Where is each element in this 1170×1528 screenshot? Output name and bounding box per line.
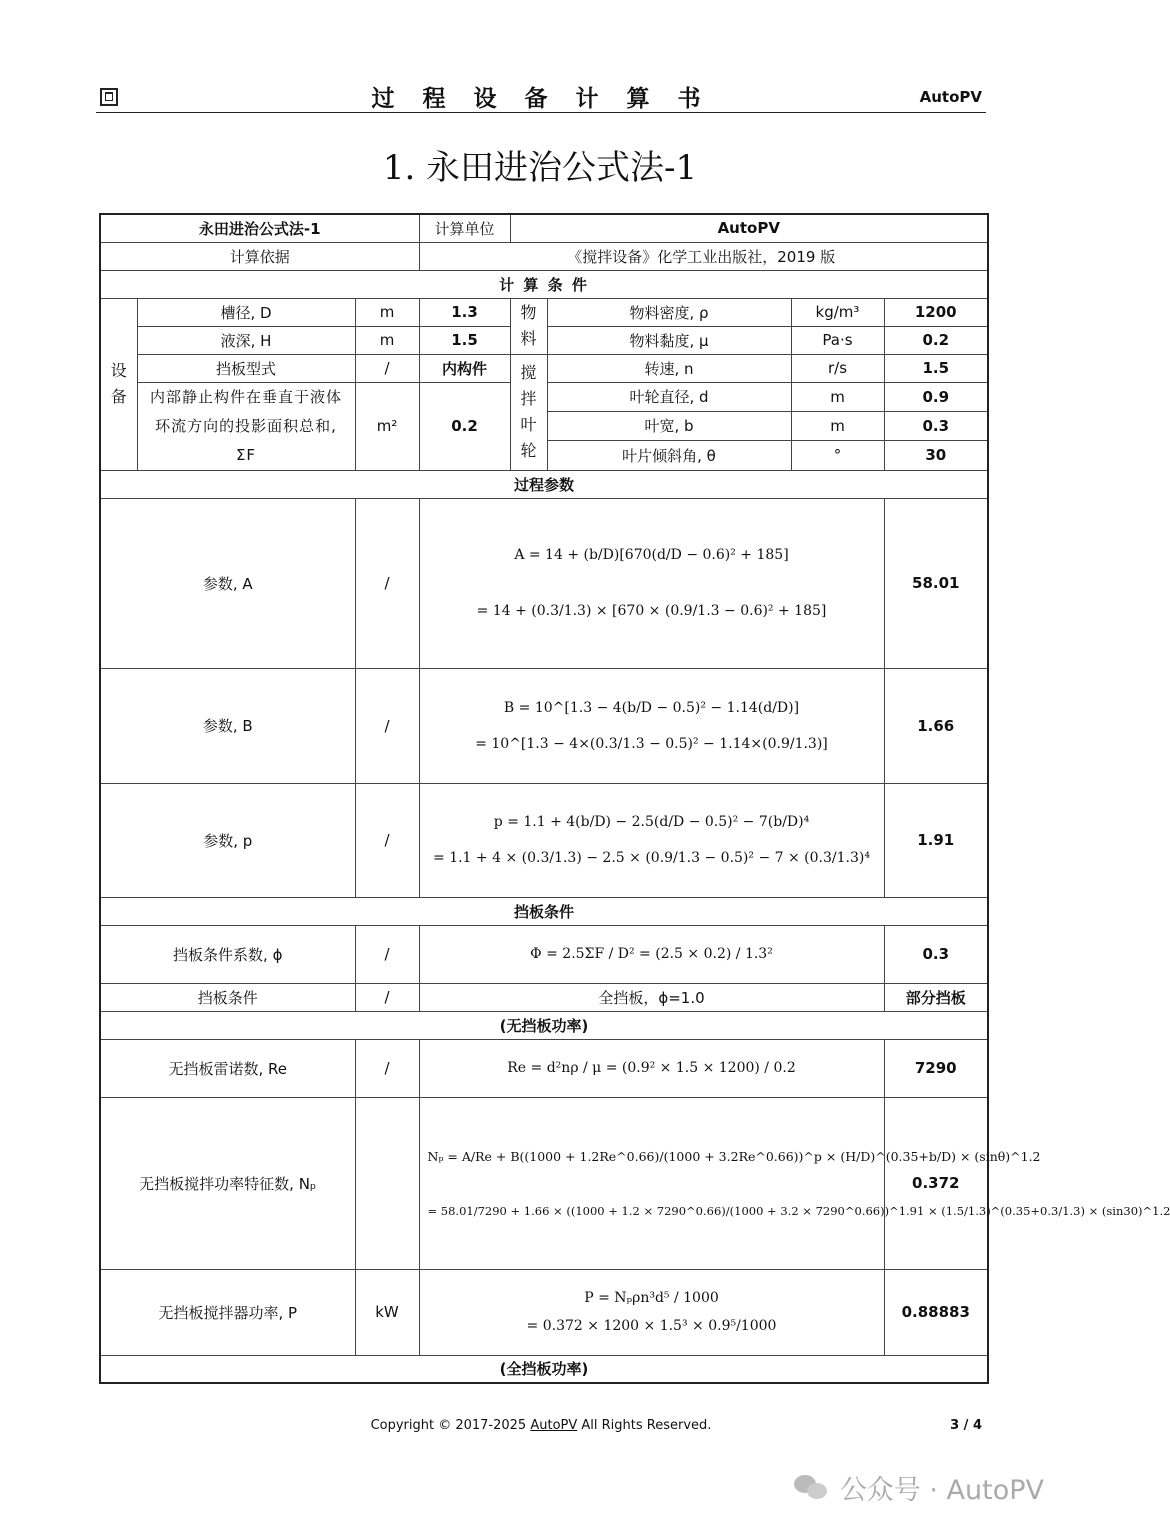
equip-h-unit: m (355, 326, 419, 354)
imp-d-value: 0.9 (884, 382, 988, 411)
equip-f-name: 内部静止构件在垂直于液体环流方向的投影面积总和, ΣF (137, 382, 355, 470)
header-brand: AutoPV (919, 88, 982, 106)
mat-mu-name: 物料黏度, μ (547, 326, 791, 354)
param-b-value: 1.66 (884, 668, 988, 783)
material-group (510, 298, 547, 354)
mat-mu-unit: Pa·s (791, 326, 884, 354)
process-title: 过程参数 (100, 470, 988, 498)
param-p-value: 1.91 (884, 783, 988, 897)
wechat-icon (794, 1475, 830, 1501)
equip-d-value: 1.3 (419, 298, 510, 326)
mat-rho-unit: kg/m³ (791, 298, 884, 326)
no-baffle-title: (无挡板功率) (100, 1011, 988, 1039)
imp-b-name: 叶宽, b (547, 411, 791, 440)
equip-d-name: 槽径, D (137, 298, 355, 326)
power-formula-line1: P = Nₚρn³d⁵ / 1000 (584, 1290, 719, 1306)
np-formula-line1: Nₚ = A/Re + B((1000 + 1.2Re^0.66)/(1000 + 3.2Re^0.66))^p × (H/D)^(0.35+b/D) × (sinθ)^1.2 (427, 1148, 1041, 1164)
baffle-cond-unit: / (355, 983, 419, 1011)
copyright (96, 1418, 986, 1433)
conditions-title: 计 算 条 件 (100, 270, 988, 298)
param-b-formula (419, 668, 884, 783)
basis-label: 计算依据 (100, 242, 419, 270)
np-name: 无挡板搅拌功率特征数, Nₚ (100, 1097, 355, 1269)
table-row (100, 270, 988, 298)
mat-rho-name: 物料密度, ρ (547, 298, 791, 326)
power-formula-line2: = 0.372 × 1200 × 1.5³ × 0.9⁵/1000 (526, 1318, 777, 1334)
table-row (100, 498, 988, 668)
table-row (100, 897, 988, 925)
imp-n-name: 转速, n (547, 354, 791, 382)
watermark-text: 公众号 · AutoPV (839, 1475, 1044, 1506)
table-name: 永田进治公式法-1 (100, 214, 419, 242)
baffle-cond-formula: 全挡板，ϕ=1.0 (419, 983, 884, 1011)
imp-d-unit: m (791, 382, 884, 411)
param-a-value: 58.01 (884, 498, 988, 668)
param-b-formula-line1: B = 10^[1.3 − 4(b/D − 0.5)² − 1.14(d/D)] (503, 699, 800, 716)
table-row (100, 298, 988, 326)
equip-h-value: 1.5 (419, 326, 510, 354)
copyright-prefix: Copyright © 2017-2025 (370, 1418, 531, 1433)
re-value: 7290 (884, 1039, 988, 1097)
unit-value: AutoPV (510, 214, 988, 242)
re-formula: Re = d²nρ / μ = (0.9² × 1.5 × 1200) / 0.2 (419, 1039, 884, 1097)
table-row (100, 1355, 988, 1383)
imp-theta-value: 30 (884, 441, 988, 470)
material-group-label: 物料 (520, 303, 537, 348)
re-name: 无挡板雷诺数, Re (100, 1039, 355, 1097)
param-p-formula (419, 783, 884, 897)
impeller-group-label: 搅拌叶轮 (520, 363, 537, 460)
table-row (100, 1097, 988, 1269)
equip-baffle-name: 挡板型式 (137, 354, 355, 382)
unit-label: 计算单位 (419, 214, 510, 242)
baffle-cond-value: 部分挡板 (884, 983, 988, 1011)
mat-mu-value: 0.2 (884, 326, 988, 354)
page-header (96, 78, 986, 113)
table-row (100, 1039, 988, 1097)
baffle-coef-formula: Φ = 2.5ΣF / D² = (2.5 × 0.2) / 1.3² (419, 925, 884, 983)
watermark (794, 1468, 1044, 1507)
param-p-name: 参数, p (100, 783, 355, 897)
imp-b-value: 0.3 (884, 411, 988, 440)
imp-b-unit: m (791, 411, 884, 440)
table-row (100, 242, 988, 270)
copyright-suffix: All Rights Reserved. (577, 1418, 712, 1433)
np-unit (355, 1097, 419, 1269)
imp-n-value: 1.5 (884, 354, 988, 382)
table-row (100, 1269, 988, 1355)
np-formula-line2: = 58.01/7290 + 1.66 × ((1000 + 1.2 × 7290^0.66)/(1000 + 3.2 × 7290^0.66))^1.91 × (1.5/1.3)^(0.35+0.3/1.3) × (sin30)^1.2 (427, 1203, 1170, 1218)
table-row (100, 783, 988, 897)
equip-d-unit: m (355, 298, 419, 326)
re-unit: / (355, 1039, 419, 1097)
baffle-coef-value: 0.3 (884, 925, 988, 983)
baffle-coef-unit: / (355, 925, 419, 983)
param-a-unit: / (355, 498, 419, 668)
power-name: 无挡板搅拌器功率, P (100, 1269, 355, 1355)
power-formula (419, 1269, 884, 1355)
table-row (100, 214, 988, 242)
table-row (100, 470, 988, 498)
table-row (100, 668, 988, 783)
param-a-formula-line2: = 14 + (0.3/1.3) × [670 × (0.9/1.3 − 0.6)² + 185] (476, 603, 827, 619)
param-a-formula (419, 498, 884, 668)
calculation-table (99, 213, 1170, 1384)
equipment-group-label: 设备 (110, 361, 127, 406)
table-row (100, 925, 988, 983)
table-row (100, 1011, 988, 1039)
table-row (100, 354, 988, 382)
document-title: 1. 永田进治公式法-1 (382, 148, 698, 188)
impeller-group (510, 354, 547, 470)
param-b-unit: / (355, 668, 419, 783)
param-b-name: 参数, B (100, 668, 355, 783)
param-p-unit: / (355, 783, 419, 897)
full-baffle-title: (全挡板功率) (100, 1355, 988, 1383)
imp-d-name: 叶轮直径, d (547, 382, 791, 411)
imp-theta-unit: ° (791, 441, 884, 470)
equipment-group (100, 298, 137, 470)
page-number: 3 / 4 (950, 1418, 982, 1433)
param-p-formula-line1: p = 1.1 + 4(b/D) − 2.5(d/D − 0.5)² − 7(b/D)⁴ (493, 814, 810, 830)
imp-n-unit: r/s (791, 354, 884, 382)
equip-f-value: 0.2 (419, 382, 510, 470)
param-a-formula-line1: A = 14 + (b/D)[670(d/D − 0.6)² + 185] (514, 547, 789, 563)
equip-baffle-value: 内构件 (419, 354, 510, 382)
copyright-link[interactable]: AutoPV (530, 1418, 578, 1433)
mat-rho-value: 1200 (884, 298, 988, 326)
equip-baffle-unit: / (355, 354, 419, 382)
param-a-name: 参数, A (100, 498, 355, 668)
table-row (100, 983, 988, 1011)
baffle-coef-name: 挡板条件系数, ϕ (100, 925, 355, 983)
equip-f-unit: m² (355, 382, 419, 470)
imp-theta-name: 叶片倾斜角, θ (547, 441, 791, 470)
baffle-title: 挡板条件 (100, 897, 988, 925)
header-title: 过 程 设 备 计 算 书 (371, 85, 711, 112)
power-unit: kW (355, 1269, 419, 1355)
np-value: 0.372 (884, 1097, 988, 1269)
equip-h-name: 液深, H (137, 326, 355, 354)
param-p-formula-line2: = 1.1 + 4 × (0.3/1.3) − 2.5 × (0.9/1.3 − 0.5)² − 7 × (0.3/1.3)⁴ (433, 850, 870, 866)
baffle-cond-name: 挡板条件 (100, 983, 355, 1011)
power-value: 0.88883 (884, 1269, 988, 1355)
param-b-formula-line2: = 10^[1.3 − 4×(0.3/1.3 − 0.5)² − 1.14×(0.9/1.3)] (475, 735, 828, 752)
basis-value: 《搅拌设备》化学工业出版社，2019 版 (419, 242, 988, 270)
